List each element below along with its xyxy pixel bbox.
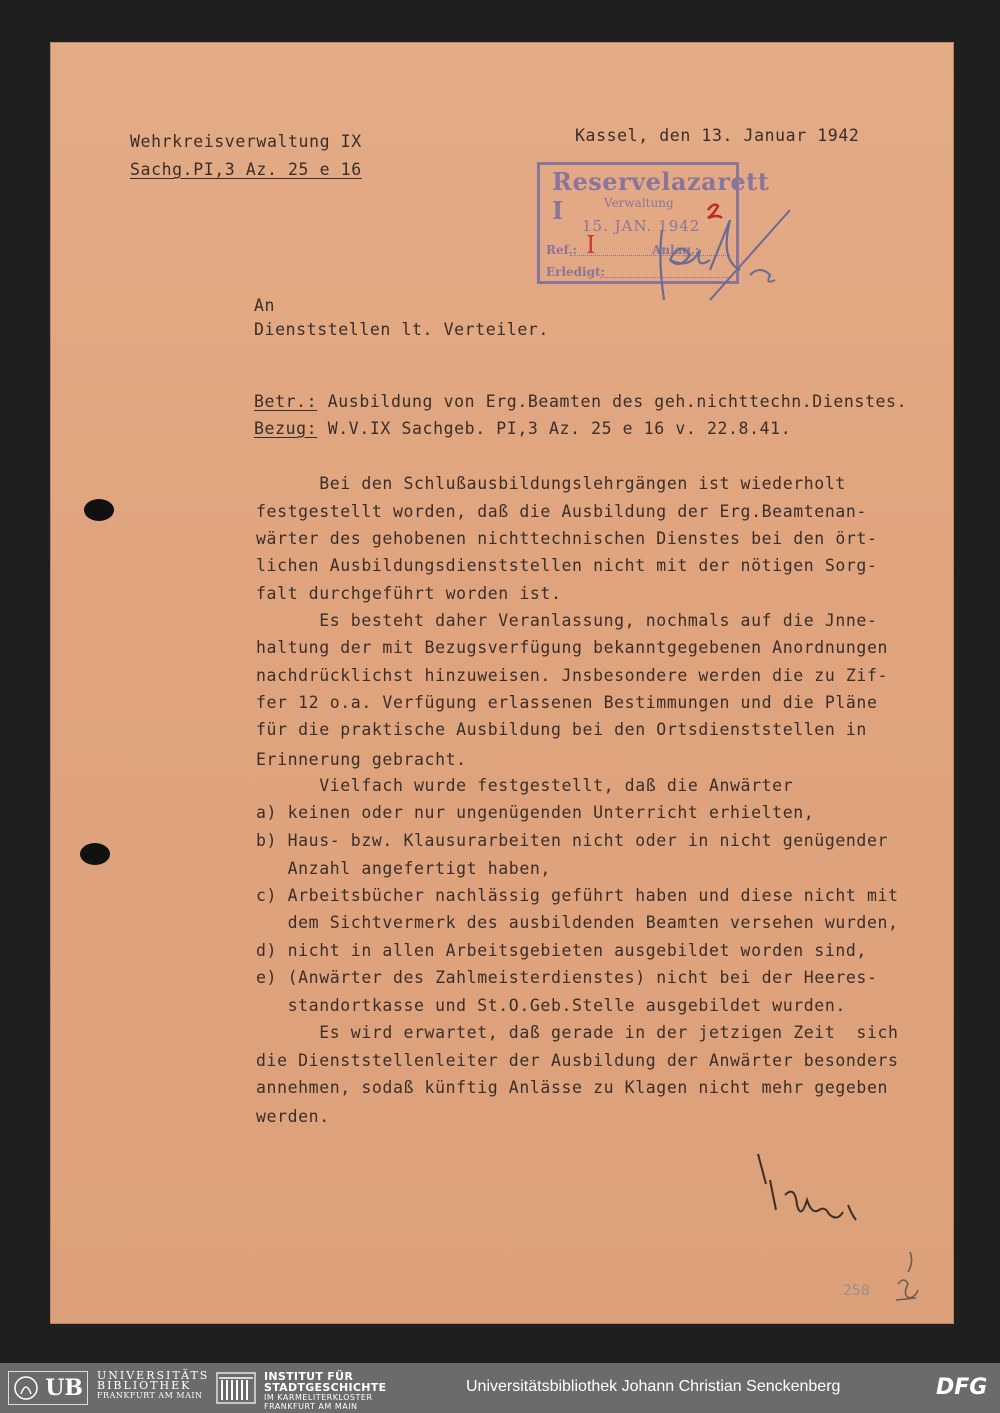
subject-label: Betr.: (254, 392, 318, 411)
list-item-b: b) Haus- bzw. Klausurarbeiten nicht oder in nicht genügender (256, 831, 889, 850)
body-line: wärter des gehobenen nichttechnischen Dienstes bei den ört- (256, 529, 878, 548)
ub-logo (8, 1371, 88, 1405)
footer-bar (0, 1363, 1000, 1413)
stamp-date: 15. JAN. 1942 (582, 217, 701, 235)
library-name: Universitätsbibliothek Johann Christian Senckenberg (466, 1378, 841, 1395)
ub-name (97, 1371, 209, 1401)
body-line: Bei den Schlußausbildungslehrgängen ist wiederholt (256, 474, 846, 493)
ub-line-2: BIBLIOTHEK (97, 1379, 192, 1392)
ub-seal-icon (13, 1374, 39, 1402)
list-item-c: c) Arbeitsbücher nachlässig geführt haben und diese nicht mit (256, 886, 899, 905)
body-line: Erinnerung gebracht. (256, 750, 467, 769)
body-line: nachdrücklichst hinzuweisen. Jnsbesondere werden die zu Zif- (256, 666, 889, 685)
ub-logo-text: UB (45, 1375, 83, 1401)
stamp-done-line (600, 277, 730, 278)
stamp-title: Reservelazarett I (552, 167, 770, 225)
isg-line-2: STADTGESCHICHTE (264, 1381, 387, 1394)
body-line: festgestellt worden, daß die Ausbildung der Erg.Beamtenan- (256, 502, 867, 521)
isg-columns-icon (216, 1372, 256, 1404)
body-line: für die praktische Ausbildung bei den Ortsdienststellen in (256, 720, 867, 739)
body-line: standortkasse und St.O.Geb.Stelle ausgebildet wurden. (256, 996, 846, 1015)
stamp-ref-line (570, 255, 730, 256)
recipient-line-2: Dienststellen lt. Verteiler. (254, 320, 549, 339)
body-line: haltung der mit Bezugsverfügung bekanntgegebenen Anordnungen (256, 638, 889, 657)
list-item-e: e) (Anwärter des Zahlmeisterdienstes) nicht bei der Heeres- (256, 968, 878, 987)
place-date: Kassel, den 13. Januar 1942 (575, 126, 860, 145)
stamp-anlage-label: Anlag.: (652, 243, 700, 257)
body-line: die Dienststellenleiter der Ausbildung der Anwärter besonders (256, 1051, 899, 1070)
body-line: Anzahl angefertigt haben, (256, 859, 551, 878)
reference-text: W.V.IX Sachgeb. PI,3 Az. 25 e 16 v. 22.8.41. (317, 419, 792, 438)
subject-line (254, 392, 907, 411)
reference-line (254, 419, 791, 438)
recipient-line-1: An (254, 296, 276, 315)
body-line: falt durchgeführt worden ist. (256, 584, 562, 603)
reference-label: Bezug: (254, 419, 318, 438)
body-line: lichen Ausbildungsdienststellen nicht mit der nötigen Sorg- (256, 556, 878, 575)
punch-hole-bottom (80, 843, 110, 865)
body-line: Es besteht daher Veranlassung, nochmals auf die Jnne- (256, 611, 878, 630)
body-line: annehmen, sodaß künftig Anlässe zu Klagen nicht mehr gegeben (256, 1078, 889, 1097)
body-line: Vielfach wurde festgestellt, daß die Anwärter (256, 776, 794, 795)
subject-text: Ausbildung von Erg.Beamten des geh.nichttechn.Dienstes. (317, 392, 908, 411)
stamp-ref-label: Ref.: (546, 243, 577, 257)
stamp-subtitle: Verwaltung (604, 196, 674, 210)
body-line: werden. (256, 1107, 330, 1126)
isg-line-4: FRANKFURT AM MAIN (264, 1402, 358, 1411)
body-line: fer 12 o.a. Verfügung erlassenen Bestimmungen und die Pläne (256, 693, 878, 712)
stamp-ref-value: I (586, 231, 596, 259)
received-stamp (537, 162, 770, 284)
sender-line-2: Sachg.PI,3 Az. 25 e 16 (130, 160, 362, 179)
archive-number: 258 (843, 1283, 870, 1299)
dfg-logo: DFG (936, 1375, 988, 1400)
list-item-a: a) keinen oder nur ungenügenden Unterricht erhielten, (256, 803, 815, 822)
list-item-d: d) nicht in allen Arbeitsgebieten ausgebildet worden sind, (256, 941, 867, 960)
ub-line-1: UNIVERSITÄTS (97, 1369, 210, 1382)
sender-line-1: Wehrkreisverwaltung IX (130, 132, 362, 151)
stamp-done-label: Erledigt: (546, 265, 605, 279)
isg-line-3: IM KARMELITERKLOSTER (264, 1393, 373, 1402)
body-line: Es wird erwartet, daß gerade in der jetzigen Zeit sich (256, 1023, 899, 1042)
ub-line-3: FRANKFURT AM MAIN (97, 1391, 203, 1400)
punch-hole-top (84, 499, 114, 521)
body-line: dem Sichtvermerk des ausbildenden Beamten versehen wurden, (256, 913, 899, 932)
isg-name (264, 1371, 386, 1411)
isg-line-1: INSTITUT FÜR (264, 1370, 354, 1383)
